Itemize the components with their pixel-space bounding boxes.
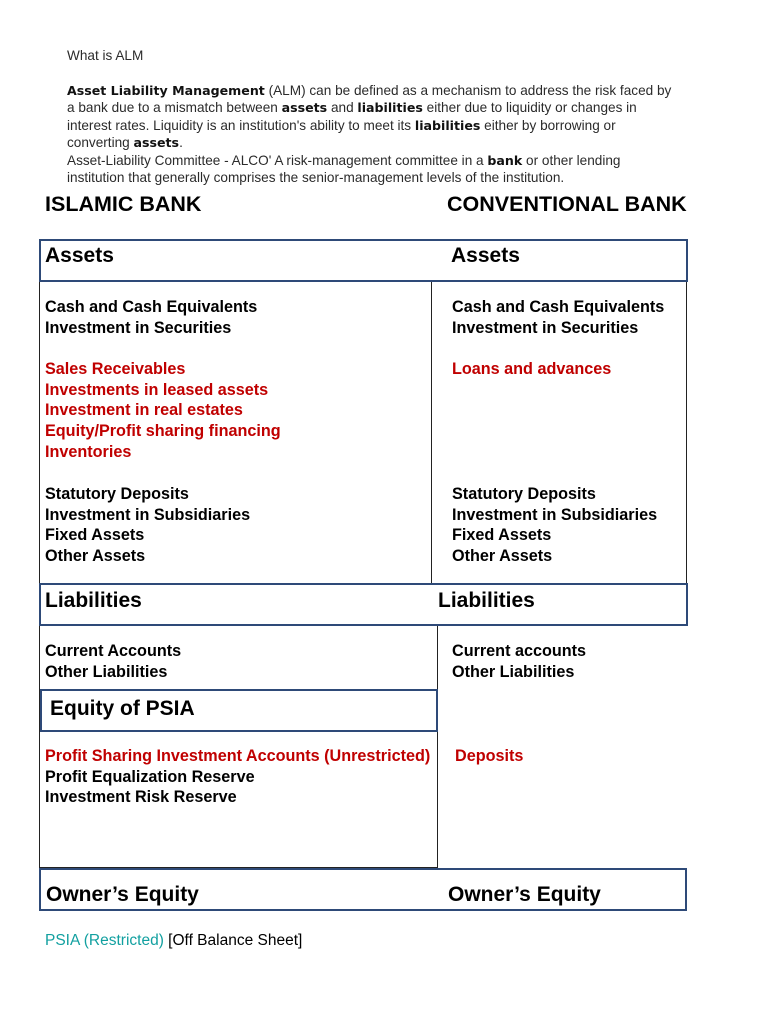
list-item: Sales Receivables [45,360,186,378]
assets-right-border [686,282,687,584]
right-assets-group-2 [452,359,611,380]
right-owners-equity-title: Owner’s Equity [448,883,601,906]
right-liabilities-list [452,641,586,682]
list-item: Investments in leased assets [45,380,269,399]
right-deposits [455,746,523,767]
list-item: Profit Equalization Reserve [45,767,255,786]
left-assets-title: Assets [45,244,114,267]
list-item: Fixed Assets [45,526,145,545]
list-item: Profit Sharing Investment Accounts (Unrestricted) [45,747,431,765]
psia-restricted-label: PSIA (Restricted) [45,932,164,949]
left-liabilities-list [45,641,181,682]
left-owners-equity-title: Owner’s Equity [46,883,199,906]
list-item: Deposits [455,747,524,765]
list-item: Cash and Cash Equivalents [45,298,258,316]
left-liabilities-title: Liabilities [45,589,142,612]
assets-middle-divider [431,282,432,584]
list-item: Other Assets [45,547,146,566]
list-item: Other Assets [452,547,553,566]
conventional-bank-heading: CONVENTIONAL BANK [447,192,687,216]
off-balance-label: [Off Balance Sheet] [163,932,303,949]
left-assets-group-3 [45,484,250,567]
left-assets-group-2 [45,359,281,462]
list-item: Inventories [45,442,132,461]
list-item: Other Liabilities [45,662,168,681]
list-item: Fixed Assets [452,526,552,545]
left-assets-group-1 [45,297,257,338]
right-liabilities-title: Liabilities [438,589,535,612]
list-item: Current Accounts [45,642,182,660]
list-item: Statutory Deposits [45,485,189,503]
list-item: Current accounts [452,642,587,660]
left-psia-list [45,746,430,808]
liabilities-left-border [39,626,40,868]
right-assets-title: Assets [451,244,520,267]
list-item: Investment Risk Reserve [45,788,237,807]
list-item: Investment in Subsidiaries [45,505,251,524]
footer-note [45,932,302,950]
alm-term: Asset Liability Management [67,83,265,98]
alm-definition-paragraph: Asset Liability Management (ALM) can be defined as a mechanism to address the risk faced by a bank due to a mismatch between assets and liabilities either due to liquidity or changes in interest rates. Liquidity is an institution's ability to meet its liabilities either by borrowing or converting assets. Asset-Liability Committee - ALCO' A risk-management committee in a bank or other lending institution that generally comprises the senior-management levels of the institution. [67,83,672,186]
list-item: Loans and advances [452,360,612,378]
psia-title: Equity of PSIA [50,697,195,720]
assets-header-box [39,239,688,282]
list-item: Investment in Securities [452,318,639,337]
list-item: Cash and Cash Equivalents [452,298,665,316]
list-item: Investment in real estates [45,401,243,420]
list-item: Investment in Subsidiaries [452,505,658,524]
list-item: Statutory Deposits [452,485,596,503]
right-assets-group-3 [452,484,657,567]
islamic-bank-heading: ISLAMIC BANK [45,192,202,216]
liabilities-middle-divider [437,626,438,868]
list-item: Investment in Securities [45,318,232,337]
right-assets-group-1 [452,297,664,338]
list-item: Other Liabilities [452,662,575,681]
list-item: Equity/Profit sharing financing [45,422,281,441]
intro-heading: What is ALM [67,48,144,63]
assets-left-border [39,282,40,584]
